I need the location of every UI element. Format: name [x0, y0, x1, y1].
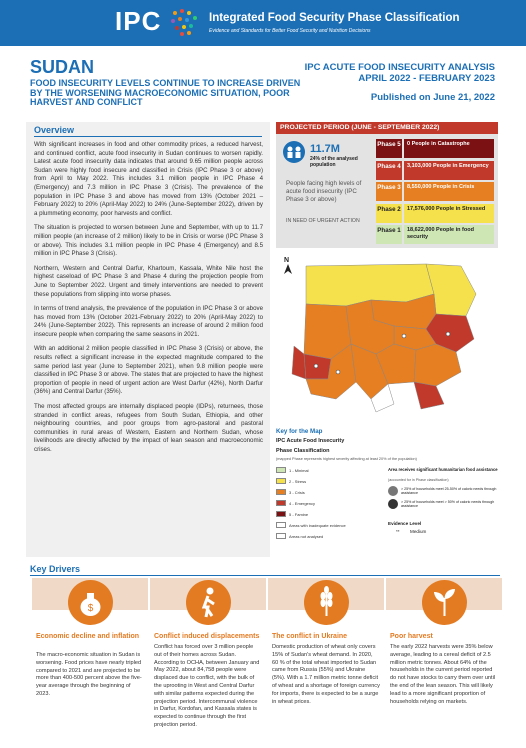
- legend-label: 4 - Emergency: [289, 501, 316, 506]
- phase-label: Phase 1: [376, 225, 402, 244]
- projection-facing-text: People facing high levels of acute food insecurity (IPC Phase 3 or above): [286, 180, 362, 203]
- phase-row: [376, 225, 494, 244]
- people-icon: [283, 141, 305, 163]
- key-phase-classification: Phase Classification: [276, 448, 330, 454]
- projection-total-sub: 24% of the analysed population: [310, 156, 358, 168]
- north-arrow-icon: [284, 257, 292, 276]
- legend-item: [276, 478, 381, 486]
- legend-item: [276, 511, 381, 519]
- legend-label: 3 - Crisis: [289, 490, 305, 495]
- assistance-title: Area receives significant humanitarian food assistance: [388, 467, 498, 472]
- legend-item: [276, 500, 381, 508]
- assistance-a: > 25% of households meet 25-50% of caloric needs through assistance: [401, 487, 497, 495]
- driver-title: Conflict induced displacements: [154, 633, 260, 640]
- driver-card: [268, 578, 384, 738]
- driver-title: Economic decline and inflation: [36, 633, 140, 640]
- driver-card: [386, 578, 502, 738]
- projection-panel: [276, 122, 498, 248]
- legend-swatch: [276, 489, 286, 495]
- projection-total-box: [280, 139, 372, 170]
- key-title: Key for the Map: [276, 428, 323, 435]
- overview-paragraph: The situation is projected to worsen between June and September, with up to 11.7 million people (an increase of 2 million) likely to be in Crisis or worse (IPC Phase 3 or above). This includes 3.1 million people in IPC Phase 4 (Emergency) and 8.5 million in IPC Phase 3 (Crisis).: [34, 224, 263, 258]
- north-label: N: [284, 257, 290, 264]
- projection-title: PROJECTED PERIOD (JUNE - SEPTEMBER 2022): [276, 122, 498, 134]
- map-idp-camp-marker: [402, 334, 406, 338]
- evidence-stars: **: [396, 529, 400, 534]
- driver-title: Poor harvest: [390, 633, 433, 640]
- projection-need-text: IN NEED OF URGENT ACTION: [286, 218, 360, 224]
- sprout-icon: [422, 580, 467, 625]
- svg-text:$: $: [87, 603, 94, 614]
- phase-value: 0 People in Catastrophe: [404, 139, 494, 158]
- assistance-b: > 25% of households meet > 50% of caloric needs through assistance: [401, 500, 495, 508]
- ipc-logo: IPC: [115, 6, 162, 36]
- key-drivers-title: Key Drivers: [30, 564, 81, 574]
- legend-label: 1 - Minimal: [289, 468, 309, 473]
- phase-label: Phase 4: [376, 161, 402, 180]
- phase-value: 18,622,000 People in food security: [404, 225, 494, 244]
- analysis-period: APRIL 2022 - FEBRUARY 2023: [358, 73, 495, 84]
- driver-card: [32, 578, 148, 738]
- published-date: Published on June 21, 2022: [370, 92, 495, 103]
- legend-label: Areas with inadequate evidence: [289, 523, 346, 528]
- assistance-note: (accounted for in Phase classification): [388, 478, 449, 482]
- key-subtitle: IPC Acute Food Insecurity: [276, 438, 345, 444]
- phase-label: Phase 2: [376, 204, 402, 223]
- overview-paragraph: Northern, Western and Central Darfur, Khartoum, Kassala, White Nile host the highest caseload of IPC Phase 3 and Phase 4 during the projection people from June to September 2022. Urgent and timely interventions are needed to prevent these populations from slipping into worse phases.: [34, 264, 263, 298]
- overview-panel: [26, 122, 270, 557]
- map-idp-camp-marker: [336, 370, 340, 374]
- overview-paragraph: With significant increases in food and other commodity prices, a reduced harvest, and continued conflict, acute food insecurity in Sudan continues to worsen rapidly. Latest acute food insecurity data indicates that around 9.65 million people across Sudan were highly food insecure and classified in Crisis (IPC Phase 3 or above) from April to May 2022. This includes 3.1 million people in IPC Phase 4 (Emergency) and 7.3 million in IPC Phase 3 (Crisis). The prevalence of the population in IPC Phase 3 and above has moved from 13% (October 2021 – February 2022) to 20% (April-May 2022) to 24% (June-September 2022), driven by a plummeting economy, poor harvests and conflict.: [34, 141, 263, 217]
- phase-row: [376, 139, 494, 158]
- assistance-icon: [388, 499, 398, 509]
- analysis-title: [300, 62, 495, 84]
- phase-row: [376, 161, 494, 180]
- ipc-logo-dots-icon: [171, 9, 199, 37]
- ipc-header: [0, 0, 526, 46]
- evidence-level-value: Medium: [410, 529, 427, 534]
- legend-swatch: [276, 478, 286, 484]
- overview-divider: [34, 136, 262, 137]
- phase-value: 17,576,000 People in Stressed: [404, 204, 494, 223]
- legend-swatch: [276, 511, 286, 517]
- legend-swatch: [276, 500, 286, 506]
- legend-swatch: [276, 467, 286, 473]
- header-title: Integrated Food Security Phase Classification: [209, 12, 460, 24]
- phase-value: 8,550,000 People in Crisis: [404, 182, 494, 201]
- legend-item: [276, 467, 381, 475]
- phase-row: [376, 204, 494, 223]
- legend-swatch: [276, 522, 286, 528]
- sudan-map: [276, 254, 498, 420]
- phase-label: Phase 5: [376, 139, 402, 158]
- driver-text: Domestic production of wheat only covers 15% of Sudan's wheat demand. In 2020, 60 % of the total wheat imported to Sudan came from Russia (55%) and Ukraine (5%). With a 1.7 million metric tonne deficit of wheat and a shortage of foreign currency for imports, there is expected to be a surge in wheat prices.: [272, 644, 380, 705]
- wheat-icon: [304, 580, 349, 625]
- overview-paragraph: With an additional 2 million people classified in IPC Phase 3 (Crisis) or above, the results reflect a significant increase in the expected magnitude compared to the same period last year (June to September 2021), when 9.8 million people were classified in IPC Phase 3 or above. The states that are projected to have the highest proportion of people in need of urgent action are West Darfur (42%), North Darfur (36%) and Central Darfur (35%).: [34, 345, 263, 396]
- overview-title: Overview: [34, 125, 75, 135]
- map-legend: [276, 467, 504, 555]
- phase-value: 3,103,000 People in Emergency: [404, 161, 494, 180]
- driver-text: The early 2022 harvests were 35% below average, leading to a cereal deficit of 2.5 million metric tonnes. About 64% of the households in the current period reported do not have stocks to carry them over until the end of the lean season. This will likely lead to a more significant proportion of households relying on markets.: [390, 644, 496, 705]
- key-note: (mapped Phase represents highest severity affecting at least 20% of the population): [276, 457, 417, 461]
- headline: FOOD INSECURITY LEVELS CONTINUE TO INCREASE DRIVEN BY THE WORSENING MACROECONOMIC SITUATION, POOR HARVEST AND CONFLICT: [30, 78, 301, 107]
- overview-body: [34, 141, 263, 461]
- assistance-icon: [388, 486, 398, 496]
- driver-text: Conflict has forced over 3 million people out of their homes across Sudan. According to OCHA, between January and May 2022, about 84,758 people were displaced due to conflict, with the bulk of the uprooting in West and Central Darfur with similar patterns expected during the projection period. Intercommunal violence in Darfur, Kordofan, and Kassala states is expected to continue through the first projection period.: [154, 644, 260, 728]
- legend-swatch: [276, 533, 286, 539]
- legend-item: [276, 522, 381, 530]
- legend-label: Areas not analysed: [289, 534, 324, 539]
- evidence-level-label: Evidence Level: [388, 521, 422, 526]
- overview-paragraph: In terms of trend analysis, the prevalence of the population in IPC Phase 3 or above has moved from 13% (October 2021-February 2022) to 20% (April-May 2022) to 24% (June-September 2022). This represents an increase of around 2 million food insecure people when comparing the same seasons in 2021.: [34, 305, 263, 338]
- driver-text: The macro-economic situation in Sudan is worsening. Food prices have nearly tripled compared to 2021 and are projected to be more than 400-500 percent above the five-year average through the beginning of 2023.: [36, 652, 142, 697]
- map-idp-camp-marker: [314, 364, 318, 368]
- map-idp-camp-marker: [446, 332, 450, 336]
- driver-title: The conflict in Ukraine: [272, 633, 348, 640]
- legend-label: 2 - Stress: [289, 479, 307, 484]
- map-region-blue-nile: [414, 382, 444, 409]
- driver-card: [150, 578, 266, 738]
- legend-label: 5 - Famine: [289, 512, 309, 517]
- phase-label: Phase 3: [376, 182, 402, 201]
- overview-paragraph: The most affected groups are internally displaced people (IDPs), returnees, those stranded in conflict areas, refugees from South Sudan, Ethiopia, and other neighbouring countries, and poor groups from agro-pastoral and pastoral communities in rural areas of Western, Eastern and Northern Sudan, whose livelihoods are directly affected by the impact of lean season and macroeconomic crises.: [34, 403, 263, 453]
- header-subtitle: Evidence and Standards for Better Food Security and Nutrition Decisions: [209, 28, 371, 34]
- key-drivers-divider: [30, 575, 500, 576]
- projection-total: 11.7M: [310, 143, 340, 155]
- country-title: SUDAN: [30, 57, 95, 77]
- money-bag-icon: [68, 580, 113, 625]
- walking-person-icon: [186, 580, 231, 625]
- legend-item: [276, 489, 381, 497]
- legend-item: [276, 533, 381, 541]
- phase-row: [376, 182, 494, 201]
- analysis-name: IPC ACUTE FOOD INSECURITY ANALYSIS: [304, 62, 495, 73]
